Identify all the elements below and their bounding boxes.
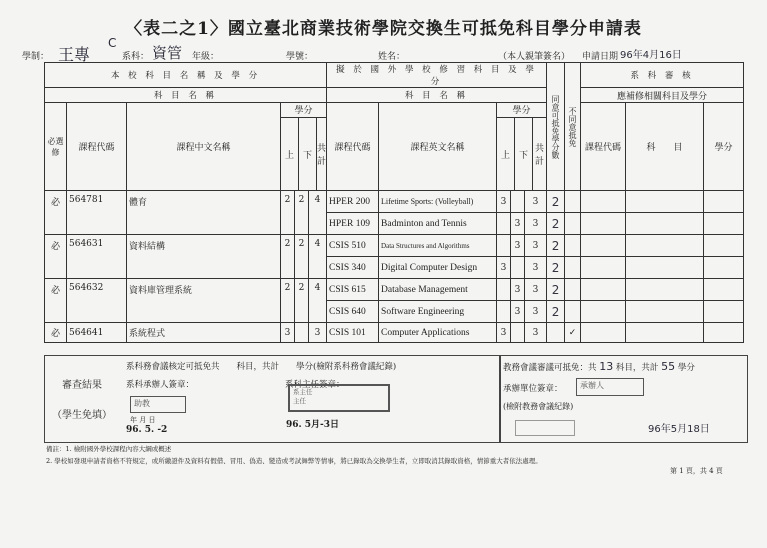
down-cell: 2	[295, 191, 309, 235]
chair-stamp	[288, 384, 390, 412]
ename-cell: Database Management	[379, 279, 497, 301]
fill-header: 應補修相關科目及學分	[581, 88, 744, 103]
sign-label: （本人親筆簽名）	[498, 52, 571, 62]
col-fcode: 課程代碼	[327, 103, 379, 191]
col-rsubject: 科 目	[626, 103, 704, 191]
table-row	[45, 323, 744, 343]
review-section-header: 系 科 審 核	[581, 63, 744, 88]
grant-cell	[547, 323, 565, 343]
col-ename: 課程英文名稱	[379, 103, 497, 191]
fcode-cell: HPER 200	[327, 191, 379, 213]
application-table	[44, 62, 744, 343]
ename-cell: Digital Computer Design	[379, 257, 497, 279]
col-code: 課程代碼	[67, 103, 127, 191]
total-cell: 4	[309, 191, 327, 235]
exchange-label: （學生免填）	[52, 410, 112, 421]
fup-cell	[497, 213, 511, 235]
ftotal-cell: 3	[525, 191, 547, 213]
up-cell: 2	[281, 279, 295, 323]
fdown-cell	[511, 257, 525, 279]
dept-label: 學制：	[22, 52, 50, 62]
grant-cell: 2	[547, 191, 565, 213]
chair-stamp-name: 主任	[293, 397, 306, 405]
chair-label: 系科主任簽章：	[285, 380, 345, 390]
col-fup: 上	[497, 118, 515, 190]
total-cell: 3	[309, 323, 327, 343]
name-label: 姓名：	[378, 52, 406, 62]
foreign-section-header: 擬 於 國 外 學 校 修 習 科 目 及 學 分	[327, 63, 547, 88]
fcode-cell: CSIS 101	[327, 323, 379, 343]
total-cell: 4	[309, 235, 327, 279]
fdown-cell	[511, 191, 525, 213]
major-handwriting: 資管	[152, 44, 183, 62]
req-cell: 必	[45, 279, 67, 323]
ftotal-cell: 3	[525, 213, 547, 235]
grade-label: 年級：	[192, 52, 220, 62]
school-section-header: 本 校 科 目 名 稱 及 學 分	[45, 63, 327, 88]
form-title: 〈表二之1〉國立臺北商業技術學院交換生可抵免科目學分申請表	[125, 19, 642, 39]
ftotal-cell: 3	[525, 257, 547, 279]
fcode-cell: CSIS 510	[327, 235, 379, 257]
cname-cell: 系統程式	[127, 323, 281, 343]
table-row	[45, 235, 744, 257]
agree-column: 同意可抵免學分數	[547, 63, 565, 191]
approved-credits: 55	[661, 360, 676, 373]
fdown-cell: 3	[511, 235, 525, 257]
handler-label: 系科承辦人簽章：	[126, 380, 195, 390]
col-rcredit: 學分	[704, 103, 744, 191]
fup-cell	[497, 301, 511, 323]
major-label: 系科：	[122, 52, 150, 62]
approved-courses: 13	[599, 360, 614, 373]
ename-cell: Computer Applications	[379, 323, 497, 343]
up-cell: 2	[281, 235, 295, 279]
cname-cell: 資料庫管理系統	[127, 279, 281, 323]
handler-stamp: 助教	[130, 396, 186, 413]
ftotal-cell: 3	[525, 301, 547, 323]
handler-date: 96. 5. -2	[126, 425, 168, 435]
ename-cell: Lifetime Sports: (Volleyball)	[379, 191, 497, 213]
academic-approval	[503, 360, 695, 373]
fup-cell	[497, 235, 511, 257]
fcode-cell: CSIS 615	[327, 279, 379, 301]
id-label: 學號：	[286, 52, 314, 62]
col-total: 共計	[317, 144, 327, 167]
down-cell	[295, 323, 309, 343]
date-label: 申請日期	[582, 52, 619, 62]
student-handwriting: 王專	[58, 45, 91, 64]
attach-label: (檢附教務會議紀錄)	[503, 402, 574, 411]
ftotal-cell: 3	[525, 323, 547, 343]
col-required: 必選修	[45, 103, 67, 191]
code-cell: 564631	[67, 235, 127, 279]
cname-cell: 資料結構	[127, 235, 281, 279]
col-down: 下	[299, 118, 317, 190]
cname-cell: 體育	[127, 191, 281, 235]
page-number: 第 1 頁，共 4 頁	[670, 467, 723, 475]
fcode-cell: CSIS 340	[327, 257, 379, 279]
col-credits: 學分	[281, 103, 326, 118]
office-label: 承辦單位簽章：	[503, 384, 563, 394]
disagree-column: 不同意抵免	[565, 63, 581, 191]
fup-cell: 3	[497, 257, 511, 279]
col-rcode: 課程代碼	[581, 103, 626, 191]
academic-text-c: 學分	[677, 363, 695, 373]
code-cell: 564632	[67, 279, 127, 323]
req-cell: 必	[45, 235, 67, 279]
req-cell: 必	[45, 191, 67, 235]
total-cell: 4	[309, 279, 327, 323]
col-up: 上	[281, 118, 299, 190]
fdown-cell: 3	[511, 301, 525, 323]
grant-cell: 2	[547, 301, 565, 323]
note-2: 2. 學校如發現申請者資格不符規定，或所繳證件及資料有假借、冒用、偽造、變造或考試舞弊等情事，將已錄取為交換學生者，立即取消其錄取資格，情節重大者依法處理。	[46, 457, 542, 465]
academic-text-b: 科目，共計	[615, 363, 659, 373]
grant-cell: 2	[547, 213, 565, 235]
col-fcredits: 學分	[497, 103, 546, 118]
col-cname: 課程中文名稱	[127, 103, 281, 191]
fup-cell	[497, 279, 511, 301]
ftotal-cell: 3	[525, 279, 547, 301]
date-caption-1: 年 月 日	[130, 416, 156, 424]
school-subject-header: 科 目 名 稱	[45, 88, 327, 103]
ftotal-cell: 3	[525, 235, 547, 257]
academic-text-a: 教務會議審議可抵免：共	[503, 363, 597, 373]
code-cell: 564641	[67, 323, 127, 343]
attachment-stamp	[515, 420, 575, 436]
mark-handwriting: C	[108, 36, 117, 50]
chair-date: 96. 5月-3日	[286, 420, 340, 430]
check-mark-icon: ✓	[565, 323, 581, 343]
down-cell: 2	[295, 235, 309, 279]
date-value: 96年4月16日	[620, 50, 682, 61]
approve-text: 系科務會議核定可抵免共 科目，共計 學分(檢附系科務會議紀錄)	[126, 362, 397, 372]
col-fdown: 下	[515, 118, 533, 190]
fcode-cell: CSIS 640	[327, 301, 379, 323]
ename-cell: Software Engineering	[379, 301, 497, 323]
col-ftotal: 共計	[535, 144, 545, 167]
fcode-cell: HPER 109	[327, 213, 379, 235]
ename-cell: Data Structures and Algorithms	[379, 235, 497, 257]
grant-cell: 2	[547, 235, 565, 257]
ename-cell: Badminton and Tennis	[379, 213, 497, 235]
result-label: 審查結果	[62, 380, 102, 391]
fdown-cell: 3	[511, 213, 525, 235]
table-row	[45, 191, 744, 213]
office-stamp: 承辦人	[576, 378, 644, 396]
note-1: 備註：1. 檢附國外學校課程內容大綱或概述	[46, 445, 172, 453]
table-row	[45, 279, 744, 301]
fup-cell: 3	[497, 191, 511, 213]
code-cell: 564781	[67, 191, 127, 235]
up-cell: 3	[281, 323, 295, 343]
grant-cell: 2	[547, 279, 565, 301]
final-date: 96年5月18日	[648, 424, 710, 435]
fdown-cell: 3	[511, 279, 525, 301]
grant-cell: 2	[547, 257, 565, 279]
down-cell: 2	[295, 279, 309, 323]
up-cell: 2	[281, 191, 295, 235]
fdown-cell	[511, 323, 525, 343]
foreign-subject-header: 科 目 名 稱	[327, 88, 547, 103]
fup-cell: 3	[497, 323, 511, 343]
chair-stamp-title: 系主任	[293, 388, 313, 396]
req-cell: 必	[45, 323, 67, 343]
